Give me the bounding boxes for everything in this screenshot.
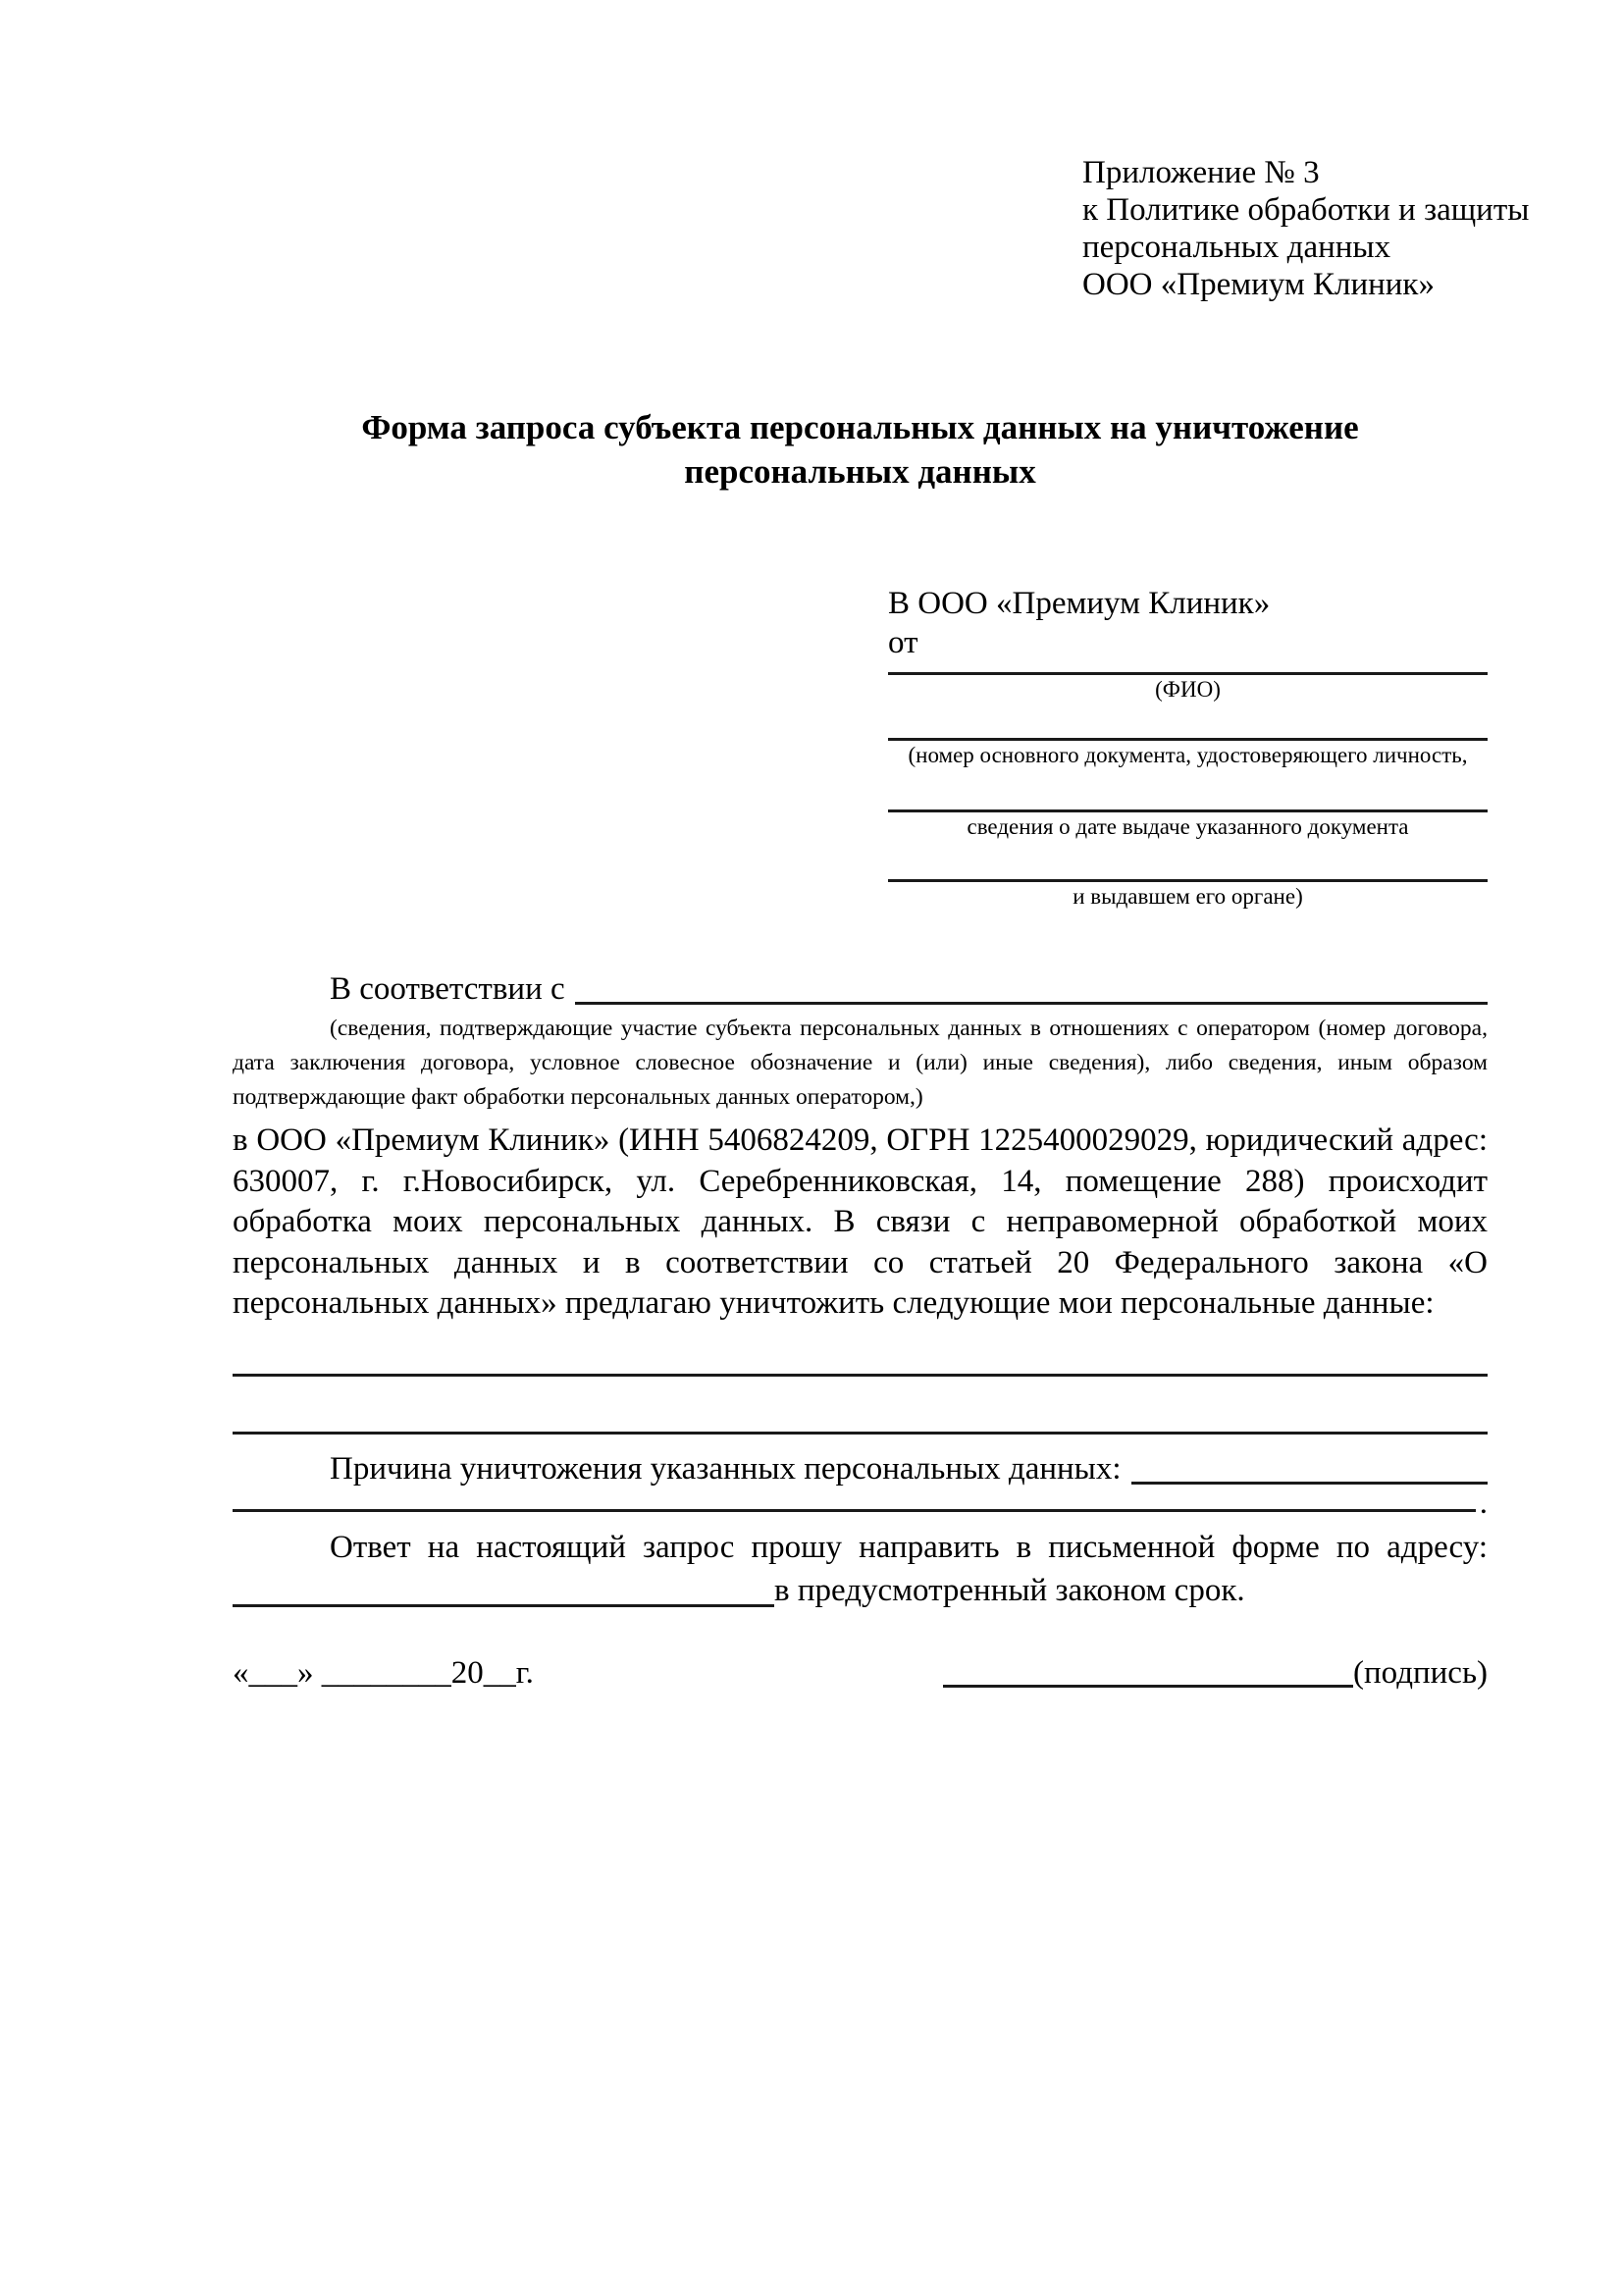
fio-blank-line bbox=[888, 662, 1488, 675]
reason-continuation-row bbox=[233, 1485, 1488, 1521]
reason-row bbox=[233, 1448, 1488, 1489]
appendix-header-line-4: ООО «Премиум Клиник» bbox=[1082, 267, 1435, 302]
recipient-from: от bbox=[888, 625, 918, 660]
document-title bbox=[233, 405, 1488, 494]
date-signature-row bbox=[233, 1652, 1488, 1694]
issuing-authority-caption: и выдавшем его органе) bbox=[1073, 884, 1303, 909]
issuing-authority-blank-line bbox=[888, 842, 1488, 882]
personal-data-blank-line-2 bbox=[233, 1377, 1488, 1435]
signature-blank-line bbox=[943, 1685, 1353, 1688]
body-paragraph: в ООО «Премиум Клиник» (ИНН 5406824209, ОГРН 1225400029029, юридический адрес: 630007, г. г.Новосибирск, ул. Серебренниковская, 14, помещение 288) происходит обработка моих персональных данных. В связи с неправомерной обработкой моих персональных данных и в соответствии со статьей 20 Федерального закона «О персональных данных» предлагаю уничтожить следующие мои персональные данные: bbox=[233, 1122, 1488, 1321]
recipient-to: В ООО «Премиум Клиник» bbox=[888, 586, 1271, 621]
accordance-note: (сведения, подтверждающие участие субъекта персональных данных в отношениях с оператором (номер договора, дата заключения договора, условное словесное обозначение и (или) иные сведения), либо сведения, иным образом подтверждающие факт обработки персональных данных оператором,) bbox=[233, 1016, 1488, 1110]
accordance-blank-line bbox=[575, 968, 1488, 1005]
signature-caption: (подпись) bbox=[1353, 1654, 1488, 1691]
reason-blank-line-2 bbox=[233, 1489, 1476, 1512]
accordance-lead: В соответствии с bbox=[330, 971, 565, 1007]
signature-group bbox=[943, 1652, 1488, 1694]
fio-caption: (ФИО) bbox=[1155, 677, 1221, 702]
appendix-header bbox=[1082, 154, 1530, 303]
appendix-header-line-2: к Политике обработки и защиты bbox=[1082, 192, 1530, 228]
address-blank-line bbox=[233, 1568, 774, 1607]
date-line: «___» ________20__г. bbox=[233, 1654, 534, 1691]
accordance-row bbox=[233, 968, 1488, 1010]
document-number-caption: (номер основного документа, удостоверяющего личность, bbox=[908, 743, 1468, 767]
document-title-line-2: персональных данных bbox=[684, 452, 1036, 491]
issue-date-blank-line bbox=[888, 770, 1488, 812]
period-mark: . bbox=[1479, 1485, 1488, 1521]
reason-label: Причина уничтожения указанных персональных данных: bbox=[330, 1450, 1122, 1487]
issue-date-caption: сведения о дате выдаче указанного документа bbox=[967, 814, 1409, 839]
reply-paragraph: Ответ на настоящий запрос прошу направить в письменной форме по адресу: bbox=[330, 1529, 1488, 1565]
document-title-line-1: Форма запроса субъекта персональных данных на уничтожение bbox=[361, 408, 1359, 446]
appendix-header-line-1: Приложение № 3 bbox=[1082, 155, 1320, 190]
reply-tail: в предусмотренный законом срок. bbox=[774, 1572, 1245, 1608]
document-number-blank-line bbox=[888, 704, 1488, 741]
appendix-header-line-3: персональных данных bbox=[1082, 230, 1391, 265]
personal-data-blank-line-1 bbox=[233, 1325, 1488, 1377]
page-content bbox=[233, 154, 1530, 1694]
recipient-block bbox=[888, 584, 1488, 912]
reason-blank-line bbox=[1131, 1448, 1488, 1485]
reply-address-row bbox=[233, 1568, 1488, 1613]
